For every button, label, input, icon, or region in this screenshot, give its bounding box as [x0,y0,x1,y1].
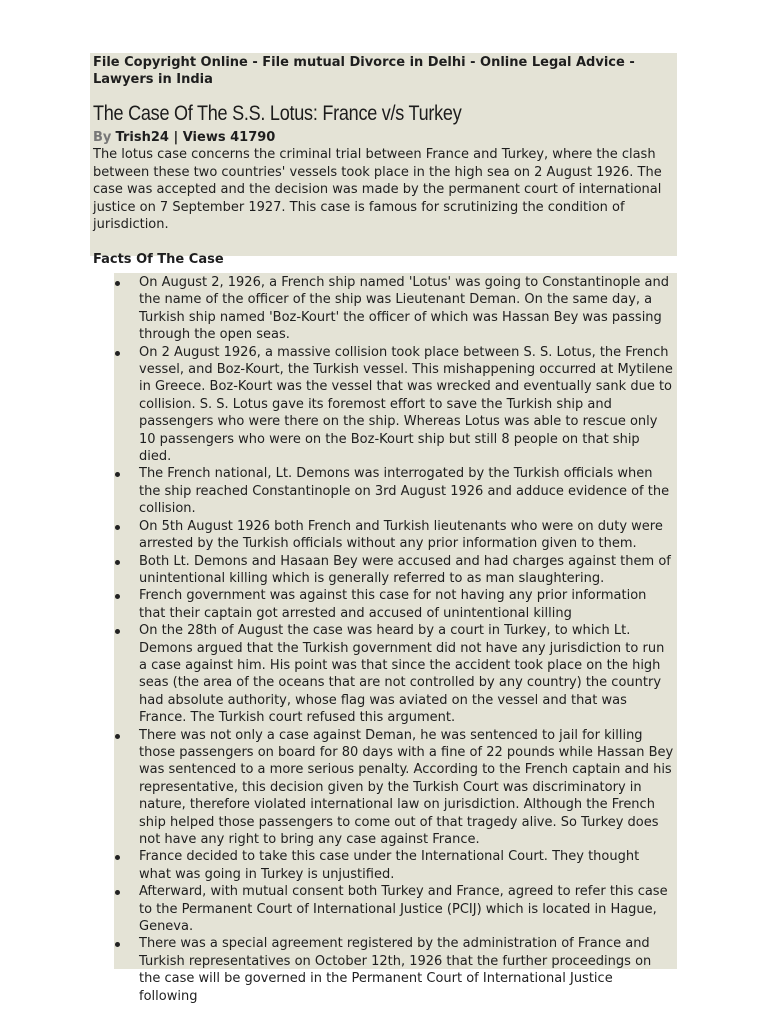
bullet-icon [115,890,120,895]
list-item-text: Afterward, with mutual consent both Turkey and France, agreed to refer this case to the Permanent Court of International Justice (PCIJ) which is located in Hague, Geneva. [139,884,668,935]
list-item-text: There was a special agreement registered by the administration of France and Turkish representatives on October 12th, 1926 that the further proceedings on the case will be governed in the Permanent Court of International Justice following [139,936,652,1004]
byline-author-views: Trish24 | Views 41790 [115,130,276,145]
list-item-text: On 2 August 1926, a massive collision took place between S. S. Lotus, the French vessel, and Boz-Kourt, the Turkish vessel. This mishappening occurred at Mytilene in Greece. Boz-Kourt was the vessel that was wrecked and eventually sank due to collision. S. S. Lotus gave its foremost effort to save the Turkish ship and passengers who were there on the ship. Whereas Lotus was able to rescue only 10 passengers who were on the Boz-Kourt ship but still 8 people on that ship died. [139,344,673,465]
list-item [114,465,677,517]
list-item [114,848,677,883]
article-title: The Case Of The S.S. Lotus: France v/s Turkey [93,102,462,125]
list-item [114,518,677,553]
bullet-icon [115,629,120,634]
bullet-icon [115,560,120,565]
list-item-text: The French national, Lt. Demons was interrogated by the Turkish officials when the ship reached Constantinople on 3rd August 1926 and adduce evidence of the collision. [139,466,670,517]
bullet-icon [115,594,120,599]
list-item [114,727,677,849]
list-item-text: There was not only a case against Deman, he was sentenced to jail for killing those passengers on board for 80 days with a fine of 22 pounds while Hassan Bey was sentenced to a more serious penalty. According to the French captain and his representative, this decision given by the Turkish Court was discriminatory in nature, therefore violated international law on jurisdiction. Although the French ship helped those passengers to come out of that tragedy alive. So Turkey does not have any right to bring any case against France. [139,727,674,847]
bullet-icon [115,351,120,356]
section-heading-facts: Facts Of The Case [93,251,224,267]
article-byline [93,129,674,146]
facts-panel [114,273,677,1004]
list-item [114,274,677,344]
bullet-icon [115,472,120,477]
bullet-icon [115,942,120,947]
site-header-title: File Copyright Online - File mutual Divorce in Delhi - Online Legal Advice - Lawyers in India [93,55,635,87]
bullet-icon [115,281,120,286]
list-item [114,344,677,466]
bullet-icon [115,855,120,860]
list-item [114,622,677,726]
article-header-panel [90,53,677,267]
article-intro: The lotus case concerns the criminal trial between France and Turkey, where the clash between these two countries' vessels took place in the high sea on 2 August 1926. The case was accepted and the decision was made by the permanent court of international justice on 7 September 1927. This case is famous for scrutinizing the condition of jurisdiction. [93,147,662,232]
list-item-text: On 5th August 1926 both French and Turkish lieutenants who were on duty were arrested by the Turkish officials without any prior information given to them. [139,518,663,552]
list-item [114,587,677,622]
list-item [114,553,677,588]
list-item-text: On August 2, 1926, a French ship named 'Lotus' was going to Constantinople and the name of the officer of the ship was Lieutenant Deman. On the same day, a Turkish ship named 'Boz-Kourt' the officer of which was Hassan Bey was passing through the open seas. [139,275,670,343]
list-item-text: Both Lt. Demons and Hasaan Bey were accused and had charges against them of unintentional killing which is generally referred to as man slaughtering. [139,553,671,586]
list-item-text: France decided to take this case under the International Court. They thought what was going in Turkey is unjustified. [139,849,640,882]
list-item-text: On the 28th of August the case was heard by a court in Turkey, to which Lt. Demons argued that the Turkish government did not have any jurisdiction to run a case against him. His point was that since the accident took place on the high seas (the area of the oceans that are not controlled by any country) the country had absolute authority, whose flag was aviated on the vessel and that was France. The Turkish court refused this argument. [139,623,665,726]
list-item-text: French government was against this case for not having any prior information that their captain got arrested and accused of unintentional killing [139,588,647,621]
list-item [114,883,677,935]
facts-list [114,273,677,1005]
bullet-icon [115,734,120,739]
bullet-icon [115,525,120,530]
byline-label: By [93,130,112,145]
list-item [114,935,677,1005]
